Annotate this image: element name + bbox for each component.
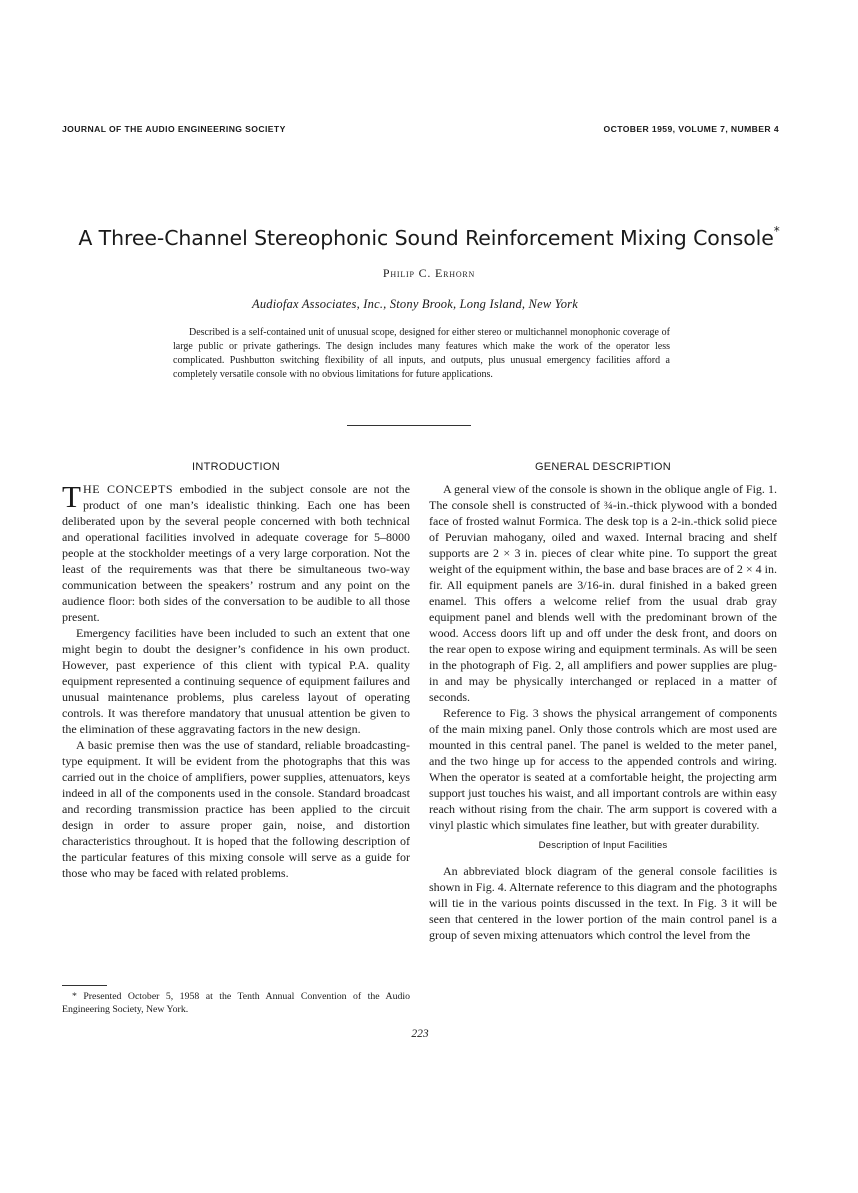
introduction-paragraph-3: A basic premise then was the use of standard, reliable broadcasting-type equipment. It will be evident from the photographs that this was carried out in the choice of amplifiers, power supplies, attenuators, keys indeed in all of the components used in the console. Standard broadcast and recording transmission practice has been applied to the circuit design in order to assure proper gain, noise, and distortion characteristics throughout. It is hoped that the following description of the particular features of this mixing console will serve as a guide for those who may be faced with related problems.: [62, 738, 410, 880]
right-column: [429, 459, 777, 943]
introduction-paragraph-1: [62, 481, 410, 625]
article-title: [40, 226, 818, 250]
title-footnote-mark: *: [773, 224, 780, 238]
left-column: [62, 459, 410, 881]
footnote: * Presented October 5, 1958 at the Tenth Annual Convention of the Audio Engineering Society, New York.: [62, 991, 410, 1015]
input-facilities-paragraph-1: An abbreviated block diagram of the general console facilities is shown in Fig. 4. Alternate reference to this diagram and the photographs will tie in the various points discussed in the text. In Fig. 3 it will be seen that centered in the lower portion of the main control panel is a group of seven mixing attenuators which control the level from the: [429, 864, 777, 942]
journal-name: JOURNAL OF THE AUDIO ENGINEERING SOCIETY: [62, 124, 286, 134]
running-head: [62, 124, 779, 138]
author-affiliation: Audiofax Associates, Inc., Stony Brook, Long Island, New York: [252, 297, 578, 311]
general-description-heading: GENERAL DESCRIPTION: [534, 461, 672, 473]
author-name: Philip C. Erhorn: [382, 266, 476, 280]
drop-cap: T: [62, 479, 81, 514]
introduction-paragraph-2: Emergency facilities have been included to such an extent that one might begin to doubt the designer’s confidence in his own product. However, past experience of this client with typical P.A. quality equipment represented a continuing sequence of equipment failures and unusual maintenance problems, plus careless layout of operating controls. It was therefore mandatory that unusual attention be given to the elimination of these aggravating factors in the new design.: [62, 626, 410, 736]
abstract: Described is a self-contained unit of unusual scope, designed for either stereo or multichannel monophonic coverage of large public or private gatherings. The design includes many features which make the work of the operator less complicated. Pushbutton switching flexibility of all inputs, and outputs, plus unusual emergency facilities afford a completely versatile console with no obvious limitations for future applications.: [173, 327, 670, 380]
general-description-paragraph-1: A general view of the console is shown in the oblique angle of Fig. 1. The console shell is constructed of ¾-in.-thick plywood with a bonded face of frosted walnut Formica. The desk top is a 2-in.-thick solid piece of Peruvian mahogany, oiled and waxed. Internal bracing and shelf supports are 2 × 3 in. pieces of clear white pine. To support the great weight of the equipment within, the base and base braces are of 2 × 4 in. fir. All equipment panels are 3/16-in. dural finished in a baked green enamel. This offers a welcome relief from the usual drab gray equipment panel and blends well with the predominant brown of the wood. Access doors lift up and off under the desk front, and doors on the rear open to expose wiring and equipment terminals. As will be seen in the photograph of Fig. 2, all amplifiers and power supplies are plug-in and may be physically interchanged or replaced in a matter of seconds.: [429, 482, 777, 704]
footnote-rule: [62, 985, 107, 986]
general-description-paragraph-2: Reference to Fig. 3 shows the physical arrangement of components of the main mixing panel. Only those controls which are most used are mounted in this central panel. The panel is welded to the meter panel, and the two hinge up for access to the appended controls and wiring. When the operator is seated at a comfortable height, the projecting arm support just touches his waist, and all important controls are within easy reach without rising from the chair. The arm support is covered with a vinyl plastic which simulates fine leather, but with greater durability.: [429, 706, 777, 832]
issue-info: OCTOBER 1959, VOLUME 7, NUMBER 4: [603, 124, 779, 134]
lead-in-smallcaps: HE CONCEPTS: [82, 482, 174, 496]
input-facilities-heading: Description of Input Facilities: [538, 840, 668, 851]
introduction-heading: INTRODUCTION: [192, 461, 280, 473]
page-number: 223: [411, 1028, 429, 1040]
section-divider: [347, 425, 471, 426]
article-title-text: A Three-Channel Stereophonic Sound Reinforcement Mixing Console: [78, 226, 774, 250]
introduction-paragraph-1-text: embodied in the subject console are not the product of one man’s idealistic thinking. Each one has been deliberated upon by the several people concerned with both technical and operational facilities involved in adequate coverage for 5–8000 people at the stockholder meetings of a very large corporation. Not the least of the requirements was that there be simultaneous two-way communication between the speakers’ rostrum and any point on the audience floor: both sides of the conversation to be audible to all those present.: [62, 482, 410, 624]
